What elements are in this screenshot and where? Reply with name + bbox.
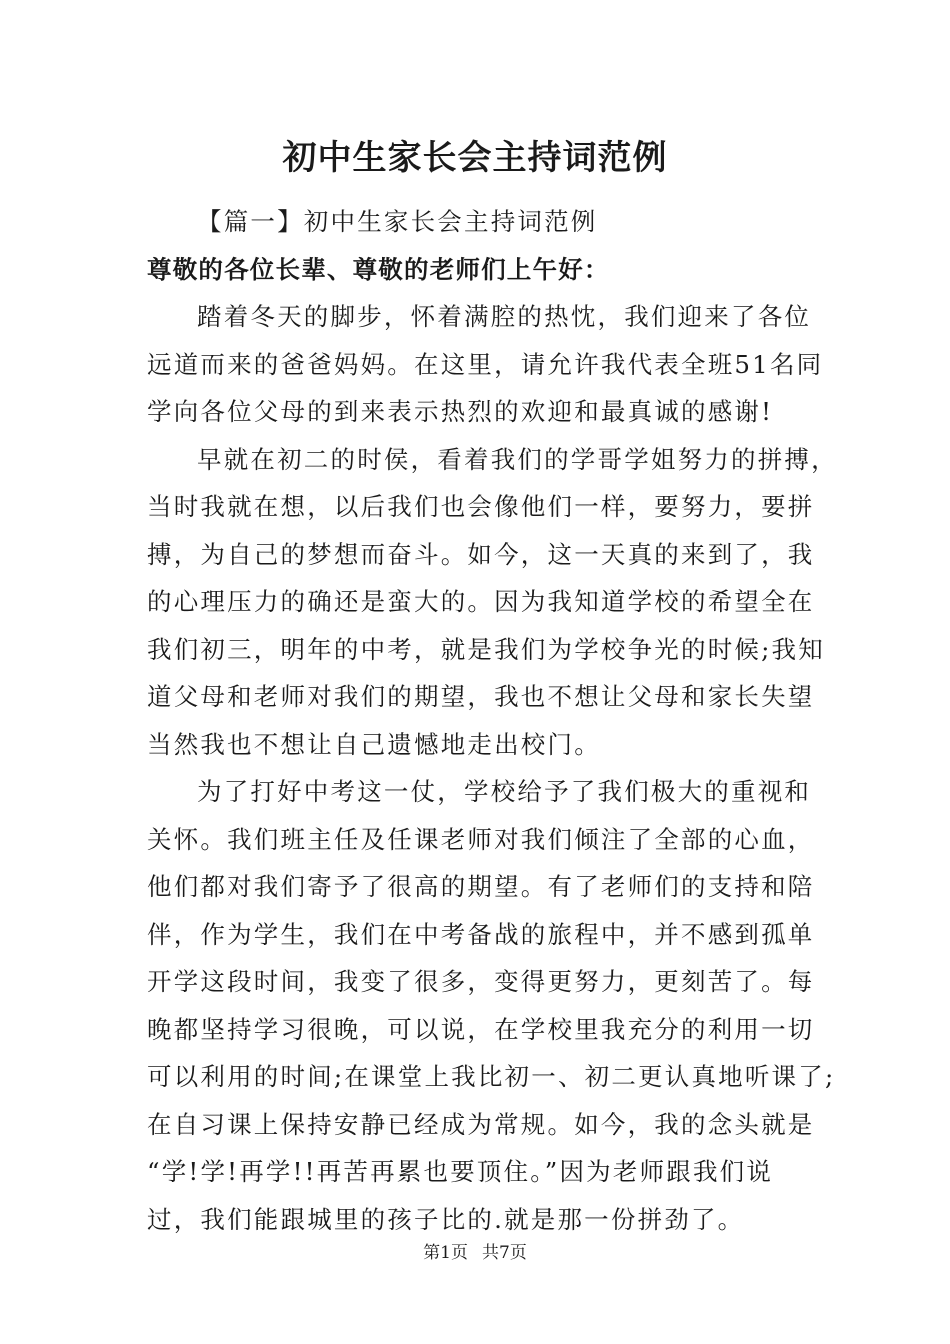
text-line: 伴，作为学生，我们在中考备战的旅程中，并不感到孤单	[147, 919, 815, 949]
text-line: 在自习课上保持安静已经成为常规。如今，我的念头就是	[147, 1109, 815, 1139]
text-line: 为了打好中考这一仗，学校给予了我们极大的重视和	[197, 777, 812, 806]
text-line: 关怀。我们班主任及任课老师对我们倾注了全部的心血，	[147, 824, 815, 854]
text-line: 当然我也不想让自己遗憾地走出校门。	[147, 729, 601, 759]
text-line: 开学这段时间，我变了很多，变得更努力，更刻苦了。每	[147, 967, 815, 996]
text-line: 我们初三，明年的中考，就是我们为学校争光的时候;我知	[147, 634, 825, 664]
page-total: 共7页	[482, 1243, 527, 1263]
page-footer	[0, 1238, 950, 1268]
text-line: 远道而来的爸爸妈妈。在这里，请允许我代表全班51名同	[147, 349, 824, 379]
text-line: 学向各位父母的到来表示热烈的欢迎和最真诚的感谢!	[147, 397, 774, 426]
text-line: 早就在初二的时侯，看着我们的学哥学姐努力的拼搏，	[197, 444, 838, 474]
text-line: 【篇一】初中生家长会主持词范例	[197, 207, 598, 236]
document-body	[147, 198, 838, 1243]
text-line: 的心理压力的确还是蛮大的。因为我知道学校的希望全在	[147, 587, 815, 616]
text-line: 过，我们能跟城里的孩子比的.就是那一份拼劲了。	[147, 1204, 745, 1234]
text-line: 尊敬的各位长辈、尊敬的老师们上午好：	[147, 254, 610, 284]
document-title: 初中生家长会主持词范例	[282, 138, 668, 178]
text-line: 踏着冬天的脚步，怀着满腔的热忱，我们迎来了各位	[197, 302, 812, 331]
text-line: “学!学!再学!!再苦再累也要顶住。”因为老师跟我们说	[147, 1157, 774, 1186]
text-line: 晚都坚持学习很晚，可以说，在学校里我充分的利用一切	[147, 1014, 815, 1044]
text-line: 可以利用的时间;在课堂上我比初一、初二更认真地听课了;	[147, 1062, 836, 1091]
text-line: 搏，为自己的梦想而奋斗。如今，这一天真的来到了，我	[147, 539, 815, 569]
text-line: 当时我就在想，以后我们也会像他们一样，要努力，要拼	[147, 492, 815, 521]
page-number: 第1页	[423, 1243, 468, 1263]
text-line: 道父母和老师对我们的期望，我也不想让父母和家长失望	[147, 682, 815, 711]
text-line: 他们都对我们寄予了很高的期望。有了老师们的支持和陪	[147, 872, 815, 901]
